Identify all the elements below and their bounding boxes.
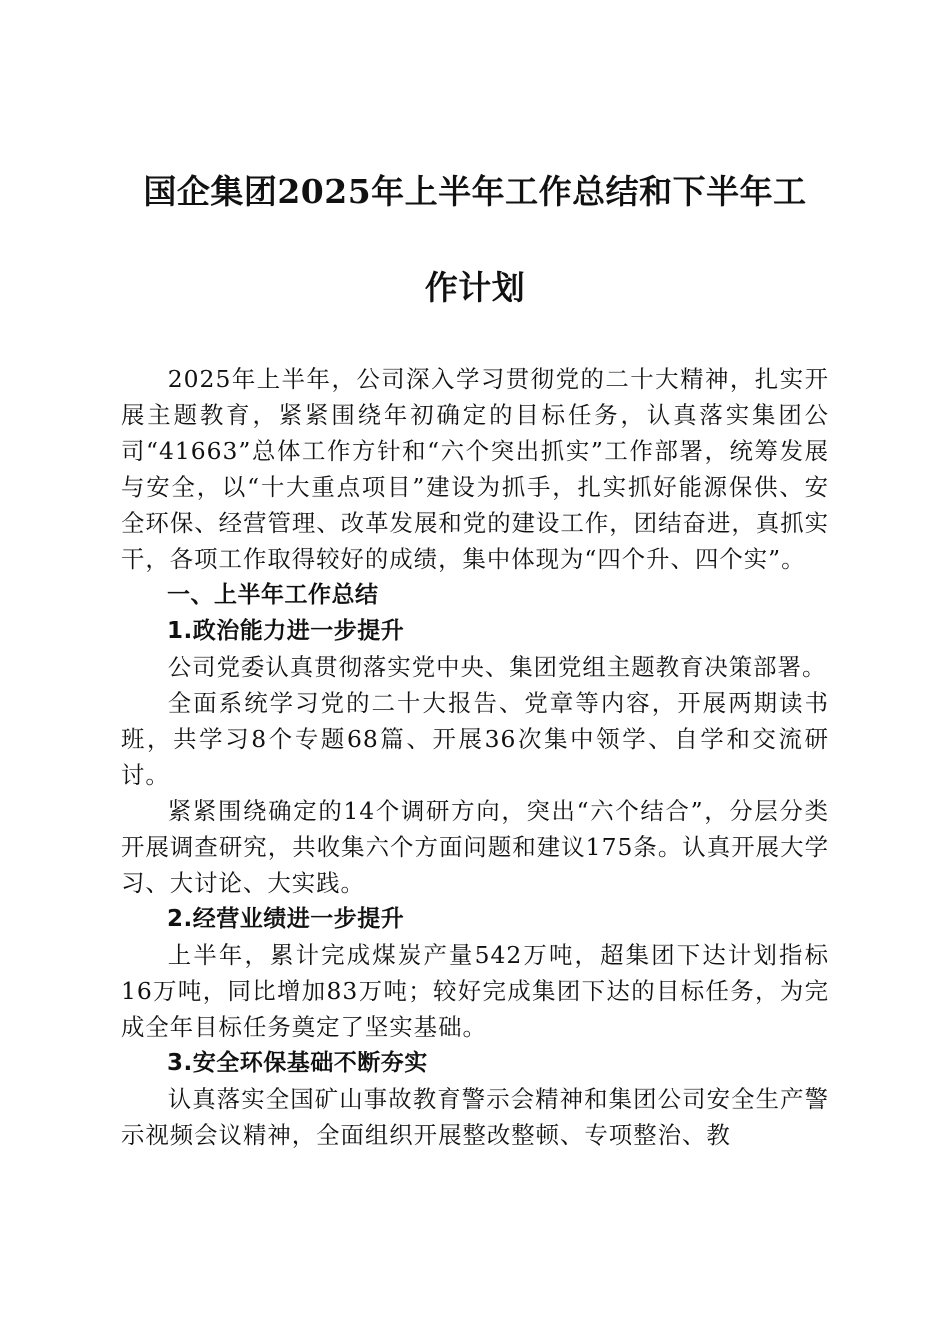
subsection1-paragraph2: 全面系统学习党的二十大报告、党章等内容，开展两期读书班，共学习8个专题68篇、开展36次集中领学、自学和交流研讨。	[121, 689, 829, 789]
section1-heading: 一、上半年工作总结	[167, 582, 379, 608]
subsection2-paragraph1: 上半年，累计完成煤炭产量542万吨，超集团下达计划指标16万吨，同比增加83万吨；较好完成集团下达的目标任务，为完成全年目标任务奠定了坚实基础。	[121, 941, 829, 1041]
subsection1-paragraph1: 公司党委认真贯彻落实党中央、集团党组主题教育决策部署。	[167, 653, 827, 681]
document-title-line1: 国企集团2025年上半年工作总结和下半年工	[143, 172, 807, 211]
document-body	[121, 361, 829, 1153]
subsection2-heading: 2.经营业绩进一步提升	[167, 906, 405, 932]
subsection3-heading: 3.安全环保基础不断夯实	[167, 1050, 428, 1076]
document-title-line2: 作计划	[424, 268, 526, 307]
subsection1-heading: 1.政治能力进一步提升	[167, 618, 405, 644]
subsection3-paragraph1: 认真落实全国矿山事故教育警示会精神和集团公司安全生产警示视频会议精神，全面组织开展整改整顿、专项整治、教	[121, 1085, 829, 1149]
intro-paragraph: 2025年上半年，公司深入学习贯彻党的二十大精神，扎实开展主题教育，紧紧围绕年初确定的目标任务，认真落实集团公司“41663”总体工作方针和“六个突出抓实”工作部署，统筹发展与安全，以“十大重点项目”建设为抓手，扎实抓好能源保供、安全环保、经营管理、改革发展和党的建设工作，团结奋进，真抓实干，各项工作取得较好的成绩，集中体现为“四个升、四个实”。	[121, 365, 829, 573]
subsection1-paragraph3: 紧紧围绕确定的14个调研方向，突出“六个结合”，分层分类开展调查研究，共收集六个方面问题和建议175条。认真开展大学习、大讨论、大实践。	[121, 797, 829, 897]
